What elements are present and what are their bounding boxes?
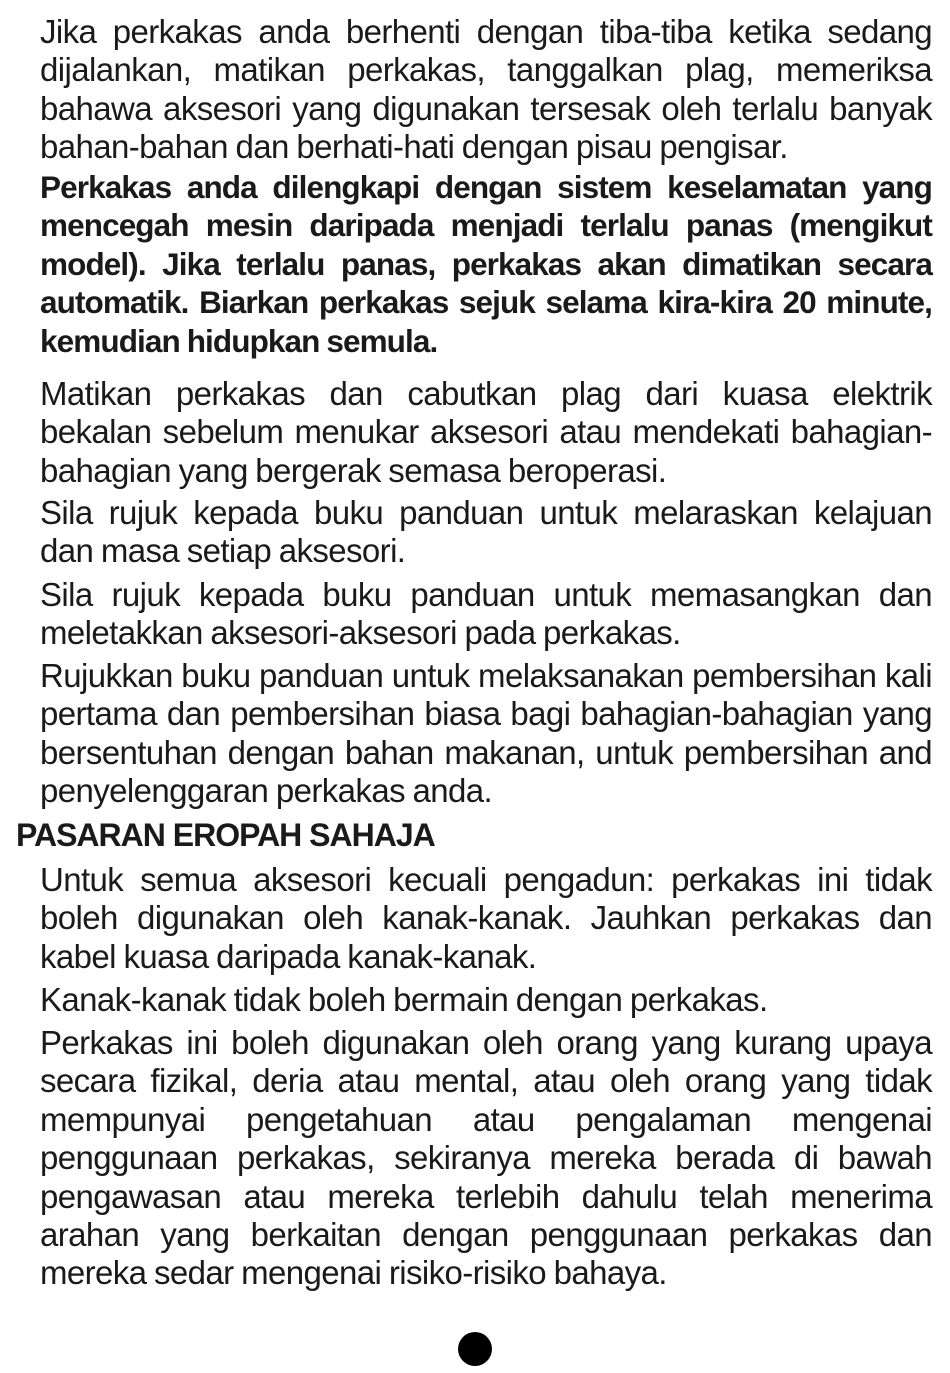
paragraph-unplug-before-change: Matikan perkakas dan cabutkan plag dari kuasa elektrik bekalan sebelum menukar aksesori atau mendekati bahagian-bahagian yang bergerak semasa beroperasi. <box>40 375 932 489</box>
section-heading-eu-market: PASARAN EROPAH SAHAJA <box>16 817 435 853</box>
paragraph-children-play: Kanak-kanak tidak boleh bermain dengan perkakas. <box>40 981 768 1018</box>
paragraph-cleaning: Rujukkan buku panduan untuk melaksanakan pembersihan kali pertama dan pembersihan biasa bagi bahagian-bahagian yang bersentuhan dengan bahan makanan, untuk pembersihan and penyelenggaran perkakas anda. <box>40 657 932 810</box>
page-bullet-dot <box>458 1332 492 1366</box>
paragraph-speed-time: Sila rujuk kepada buku panduan untuk melaraskan kelajuan dan masa setiap aksesori. <box>40 494 932 570</box>
paragraph-reduced-capabilities: Perkakas ini boleh digunakan oleh orang yang kurang upaya secara fizikal, deria atau mental, atau oleh orang yang tidak mempunyai pengetahuan atau pengalaman mengenai penggunaan perkakas, sekiranya mereka berada di bawah pengawasan atau mereka terlebih dahulu telah menerima arahan yang berkaitan dengan penggunaan perkakas dan mereka sedar mengenai risiko-risiko bahaya. <box>40 1024 932 1292</box>
paragraph-appliance-stops: Jika perkakas anda berhenti dengan tiba-tiba ketika sedang dijalankan, matikan perkakas, tanggalkan plag, memeriksa bahawa aksesori yang digunakan tersesak oleh terlalu banyak bahan-bahan dan berhati-hati dengan pisau pengisar. <box>40 13 932 166</box>
paragraph-fit-accessories: Sila rujuk kepada buku panduan untuk memasangkan dan meletakkan aksesori-aksesori pada perkakas. <box>40 576 932 652</box>
paragraph-children-use: Untuk semua aksesori kecuali pengadun: perkakas ini tidak boleh digunakan oleh kanak-kanak. Jauhkan perkakas dan kabel kuasa daripada kanak-kanak. <box>40 861 932 975</box>
paragraph-overheat-safety: Perkakas anda dilengkapi dengan sistem keselamatan yang mencegah mesin daripada menjadi terlalu panas (mengikut model). Jika terlalu panas, perkakas akan dimatikan secara automatik. Biarkan perkakas sejuk selama kira-kira 20 minute, kemudian hidupkan semula. <box>40 169 932 359</box>
